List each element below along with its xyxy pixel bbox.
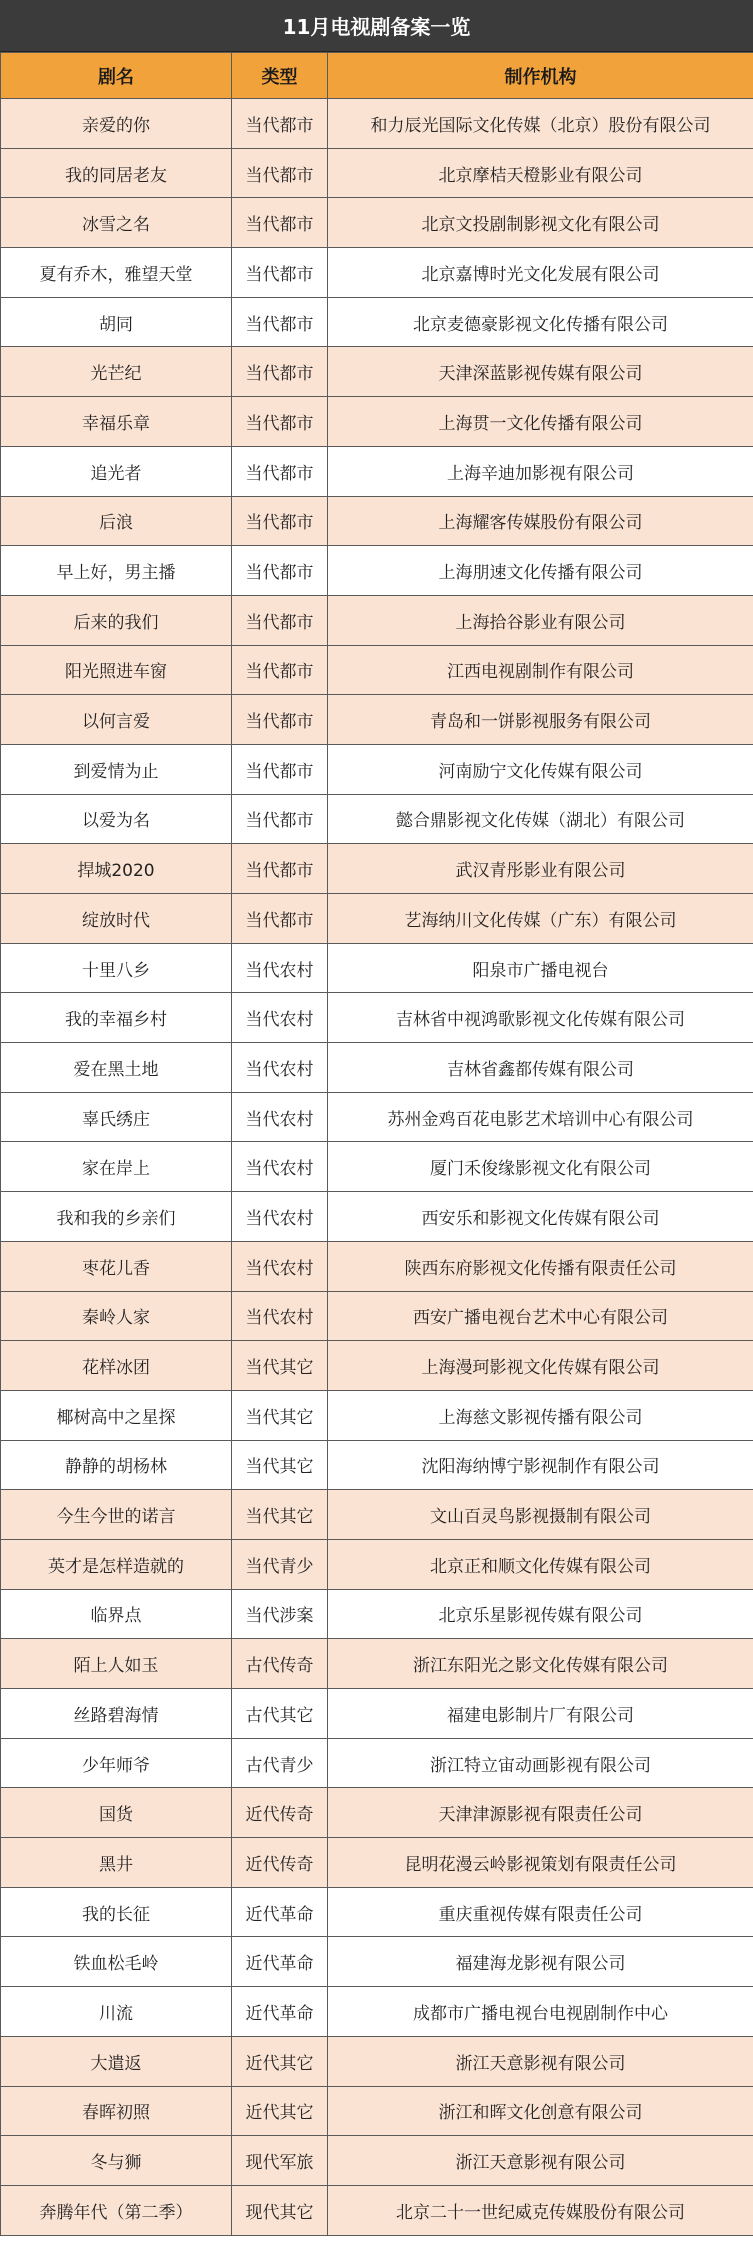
table-row bbox=[1, 1738, 753, 1788]
header-row bbox=[1, 53, 753, 99]
cell-name: 我的幸福乡村 bbox=[1, 993, 232, 1043]
cell-type: 当代都市 bbox=[232, 496, 328, 546]
cell-name: 后来的我们 bbox=[1, 595, 232, 645]
cell-org: 艺海纳川文化传媒（广东）有限公司 bbox=[328, 894, 753, 944]
cell-org: 昆明花漫云岭影视策划有限责任公司 bbox=[328, 1838, 753, 1888]
cell-type: 当代都市 bbox=[232, 645, 328, 695]
cell-type: 当代都市 bbox=[232, 794, 328, 844]
cell-org: 福建海龙影视有限公司 bbox=[328, 1937, 753, 1987]
cell-type: 当代都市 bbox=[232, 347, 328, 397]
cell-org: 浙江天意影视有限公司 bbox=[328, 2036, 753, 2086]
header-type: 类型 bbox=[232, 53, 328, 99]
cell-org: 沈阳海纳博宁影视制作有限公司 bbox=[328, 1440, 753, 1490]
cell-name: 阳光照进车窗 bbox=[1, 645, 232, 695]
cell-org: 江西电视剧制作有限公司 bbox=[328, 645, 753, 695]
table-row bbox=[1, 894, 753, 944]
cell-name: 少年师爷 bbox=[1, 1738, 232, 1788]
cell-name: 以何言爱 bbox=[1, 695, 232, 745]
table-row bbox=[1, 695, 753, 745]
table-row bbox=[1, 1390, 753, 1440]
cell-org: 懿合鼎影视文化传媒（湖北）有限公司 bbox=[328, 794, 753, 844]
table-body bbox=[1, 99, 753, 2236]
cell-name: 我的长征 bbox=[1, 1887, 232, 1937]
cell-type: 近代革命 bbox=[232, 1987, 328, 2037]
cell-name: 秦岭人家 bbox=[1, 1291, 232, 1341]
table-row bbox=[1, 1987, 753, 2037]
cell-name: 椰树高中之星探 bbox=[1, 1390, 232, 1440]
cell-org: 陕西东府影视文化传播有限责任公司 bbox=[328, 1241, 753, 1291]
cell-org: 阳泉市广播电视台 bbox=[328, 943, 753, 993]
cell-org: 北京文投剧制影视文化有限公司 bbox=[328, 198, 753, 248]
cell-type: 当代都市 bbox=[232, 248, 328, 298]
cell-org: 北京乐星影视传媒有限公司 bbox=[328, 1589, 753, 1639]
table-row bbox=[1, 1937, 753, 1987]
cell-name: 枣花儿香 bbox=[1, 1241, 232, 1291]
table-row bbox=[1, 1539, 753, 1589]
cell-type: 当代都市 bbox=[232, 446, 328, 496]
cell-org: 北京麦德豪影视文化传播有限公司 bbox=[328, 297, 753, 347]
cell-org: 文山百灵鸟影视摄制有限公司 bbox=[328, 1490, 753, 1540]
cell-name: 家在岸上 bbox=[1, 1142, 232, 1192]
cell-type: 当代其它 bbox=[232, 1341, 328, 1391]
cell-name: 胡同 bbox=[1, 297, 232, 347]
cell-name: 绽放时代 bbox=[1, 894, 232, 944]
table-row bbox=[1, 1341, 753, 1391]
cell-org: 天津深蓝影视传媒有限公司 bbox=[328, 347, 753, 397]
cell-type: 当代都市 bbox=[232, 744, 328, 794]
cell-name: 花样冰团 bbox=[1, 1341, 232, 1391]
table-row bbox=[1, 2036, 753, 2086]
cell-type: 近代传奇 bbox=[232, 1788, 328, 1838]
cell-type: 当代其它 bbox=[232, 1440, 328, 1490]
cell-name: 幸福乐章 bbox=[1, 397, 232, 447]
header-name: 剧名 bbox=[1, 53, 232, 99]
cell-org: 上海朋速文化传播有限公司 bbox=[328, 546, 753, 596]
table-row bbox=[1, 1490, 753, 1540]
cell-type: 近代传奇 bbox=[232, 1838, 328, 1888]
cell-org: 浙江东阳光之影文化传媒有限公司 bbox=[328, 1639, 753, 1689]
cell-type: 当代农村 bbox=[232, 1241, 328, 1291]
cell-org: 吉林省鑫都传媒有限公司 bbox=[328, 1043, 753, 1093]
cell-type: 近代其它 bbox=[232, 2036, 328, 2086]
cell-name: 后浪 bbox=[1, 496, 232, 546]
cell-name: 冰雪之名 bbox=[1, 198, 232, 248]
cell-name: 爱在黑土地 bbox=[1, 1043, 232, 1093]
cell-name: 以爱为名 bbox=[1, 794, 232, 844]
cell-name: 捍城2020 bbox=[1, 844, 232, 894]
table-row bbox=[1, 1142, 753, 1192]
cell-type: 当代都市 bbox=[232, 844, 328, 894]
cell-type: 当代都市 bbox=[232, 546, 328, 596]
cell-name: 奔腾年代（第二季） bbox=[1, 2185, 232, 2235]
cell-type: 当代都市 bbox=[232, 695, 328, 745]
cell-org: 西安乐和影视文化传媒有限公司 bbox=[328, 1192, 753, 1242]
table-row bbox=[1, 397, 753, 447]
cell-type: 近代革命 bbox=[232, 1887, 328, 1937]
cell-type: 当代其它 bbox=[232, 1490, 328, 1540]
table-row bbox=[1, 794, 753, 844]
cell-name: 辜氏绣庄 bbox=[1, 1092, 232, 1142]
cell-name: 我的同居老友 bbox=[1, 148, 232, 198]
cell-type: 现代其它 bbox=[232, 2185, 328, 2235]
registration-table bbox=[0, 52, 753, 2236]
cell-org: 北京正和顺文化传媒有限公司 bbox=[328, 1539, 753, 1589]
cell-name: 陌上人如玉 bbox=[1, 1639, 232, 1689]
table-row bbox=[1, 645, 753, 695]
table-row bbox=[1, 1838, 753, 1888]
cell-org: 武汉青彤影业有限公司 bbox=[328, 844, 753, 894]
cell-org: 上海耀客传媒股份有限公司 bbox=[328, 496, 753, 546]
cell-name: 追光者 bbox=[1, 446, 232, 496]
cell-type: 古代传奇 bbox=[232, 1639, 328, 1689]
cell-name: 今生今世的诺言 bbox=[1, 1490, 232, 1540]
cell-type: 当代都市 bbox=[232, 99, 328, 149]
table-row bbox=[1, 496, 753, 546]
cell-name: 十里八乡 bbox=[1, 943, 232, 993]
table-row bbox=[1, 1589, 753, 1639]
table-row bbox=[1, 198, 753, 248]
table-row bbox=[1, 248, 753, 298]
cell-org: 厦门禾俊缘影视文化有限公司 bbox=[328, 1142, 753, 1192]
cell-name: 到爱情为止 bbox=[1, 744, 232, 794]
table-row bbox=[1, 2136, 753, 2186]
cell-org: 浙江和晖文化创意有限公司 bbox=[328, 2086, 753, 2136]
table-row bbox=[1, 943, 753, 993]
table-row bbox=[1, 1092, 753, 1142]
cell-type: 近代其它 bbox=[232, 2086, 328, 2136]
cell-org: 北京嘉博时光文化发展有限公司 bbox=[328, 248, 753, 298]
cell-org: 青岛和一饼影视服务有限公司 bbox=[328, 695, 753, 745]
cell-org: 福建电影制片厂有限公司 bbox=[328, 1689, 753, 1739]
table-row bbox=[1, 595, 753, 645]
cell-type: 当代农村 bbox=[232, 943, 328, 993]
cell-org: 上海漫珂影视文化传媒有限公司 bbox=[328, 1341, 753, 1391]
table-row bbox=[1, 744, 753, 794]
cell-org: 北京摩桔天橙影业有限公司 bbox=[328, 148, 753, 198]
cell-type: 当代都市 bbox=[232, 397, 328, 447]
table-row bbox=[1, 546, 753, 596]
cell-org: 苏州金鸡百花电影艺术培训中心有限公司 bbox=[328, 1092, 753, 1142]
cell-name: 川流 bbox=[1, 1987, 232, 2037]
cell-name: 黑井 bbox=[1, 1838, 232, 1888]
table-title: 11月电视剧备案一览 bbox=[0, 0, 753, 52]
cell-org: 上海拾谷影业有限公司 bbox=[328, 595, 753, 645]
cell-name: 大遣返 bbox=[1, 2036, 232, 2086]
cell-type: 当代都市 bbox=[232, 198, 328, 248]
table-row bbox=[1, 1689, 753, 1739]
table-row bbox=[1, 148, 753, 198]
cell-type: 现代军旅 bbox=[232, 2136, 328, 2186]
table-row bbox=[1, 297, 753, 347]
cell-org: 浙江天意影视有限公司 bbox=[328, 2136, 753, 2186]
cell-type: 近代革命 bbox=[232, 1937, 328, 1987]
cell-type: 当代农村 bbox=[232, 1043, 328, 1093]
cell-org: 和力辰光国际文化传媒（北京）股份有限公司 bbox=[328, 99, 753, 149]
cell-name: 英才是怎样造就的 bbox=[1, 1539, 232, 1589]
table-row bbox=[1, 844, 753, 894]
table-row bbox=[1, 1788, 753, 1838]
cell-name: 国货 bbox=[1, 1788, 232, 1838]
cell-type: 当代农村 bbox=[232, 1291, 328, 1341]
cell-name: 我和我的乡亲们 bbox=[1, 1192, 232, 1242]
cell-type: 古代青少 bbox=[232, 1738, 328, 1788]
cell-org: 浙江特立宙动画影视有限公司 bbox=[328, 1738, 753, 1788]
cell-org: 北京二十一世纪威克传媒股份有限公司 bbox=[328, 2185, 753, 2235]
cell-org: 上海贯一文化传播有限公司 bbox=[328, 397, 753, 447]
cell-type: 当代涉案 bbox=[232, 1589, 328, 1639]
table-row bbox=[1, 1291, 753, 1341]
table-row bbox=[1, 2086, 753, 2136]
header-org: 制作机构 bbox=[328, 53, 753, 99]
cell-org: 成都市广播电视台电视剧制作中心 bbox=[328, 1987, 753, 2037]
cell-org: 上海辛迪加影视有限公司 bbox=[328, 446, 753, 496]
cell-type: 当代其它 bbox=[232, 1390, 328, 1440]
table-row bbox=[1, 1192, 753, 1242]
table-row bbox=[1, 446, 753, 496]
cell-name: 夏有乔木，雅望天堂 bbox=[1, 248, 232, 298]
cell-name: 冬与狮 bbox=[1, 2136, 232, 2186]
cell-org: 西安广播电视台艺术中心有限公司 bbox=[328, 1291, 753, 1341]
table-row bbox=[1, 99, 753, 149]
cell-type: 当代农村 bbox=[232, 1092, 328, 1142]
cell-type: 古代其它 bbox=[232, 1689, 328, 1739]
cell-type: 当代农村 bbox=[232, 993, 328, 1043]
cell-type: 当代农村 bbox=[232, 1192, 328, 1242]
table-row bbox=[1, 1887, 753, 1937]
cell-name: 光芒纪 bbox=[1, 347, 232, 397]
table-row bbox=[1, 1440, 753, 1490]
cell-org: 河南励宁文化传媒有限公司 bbox=[328, 744, 753, 794]
cell-name: 早上好，男主播 bbox=[1, 546, 232, 596]
cell-org: 重庆重视传媒有限责任公司 bbox=[328, 1887, 753, 1937]
cell-name: 临界点 bbox=[1, 1589, 232, 1639]
cell-name: 亲爱的你 bbox=[1, 99, 232, 149]
table-row bbox=[1, 2185, 753, 2235]
table-row bbox=[1, 993, 753, 1043]
cell-name: 铁血松毛岭 bbox=[1, 1937, 232, 1987]
cell-name: 丝路碧海情 bbox=[1, 1689, 232, 1739]
cell-type: 当代青少 bbox=[232, 1539, 328, 1589]
table-row bbox=[1, 1043, 753, 1093]
cell-type: 当代都市 bbox=[232, 148, 328, 198]
cell-org: 天津津源影视有限责任公司 bbox=[328, 1788, 753, 1838]
cell-org: 吉林省中视鸿歌影视文化传媒有限公司 bbox=[328, 993, 753, 1043]
cell-type: 当代都市 bbox=[232, 297, 328, 347]
cell-name: 春晖初照 bbox=[1, 2086, 232, 2136]
table-row bbox=[1, 1241, 753, 1291]
cell-name: 静静的胡杨林 bbox=[1, 1440, 232, 1490]
cell-type: 当代农村 bbox=[232, 1142, 328, 1192]
table-row bbox=[1, 1639, 753, 1689]
cell-type: 当代都市 bbox=[232, 894, 328, 944]
cell-org: 上海慈文影视传播有限公司 bbox=[328, 1390, 753, 1440]
cell-type: 当代都市 bbox=[232, 595, 328, 645]
table-row bbox=[1, 347, 753, 397]
